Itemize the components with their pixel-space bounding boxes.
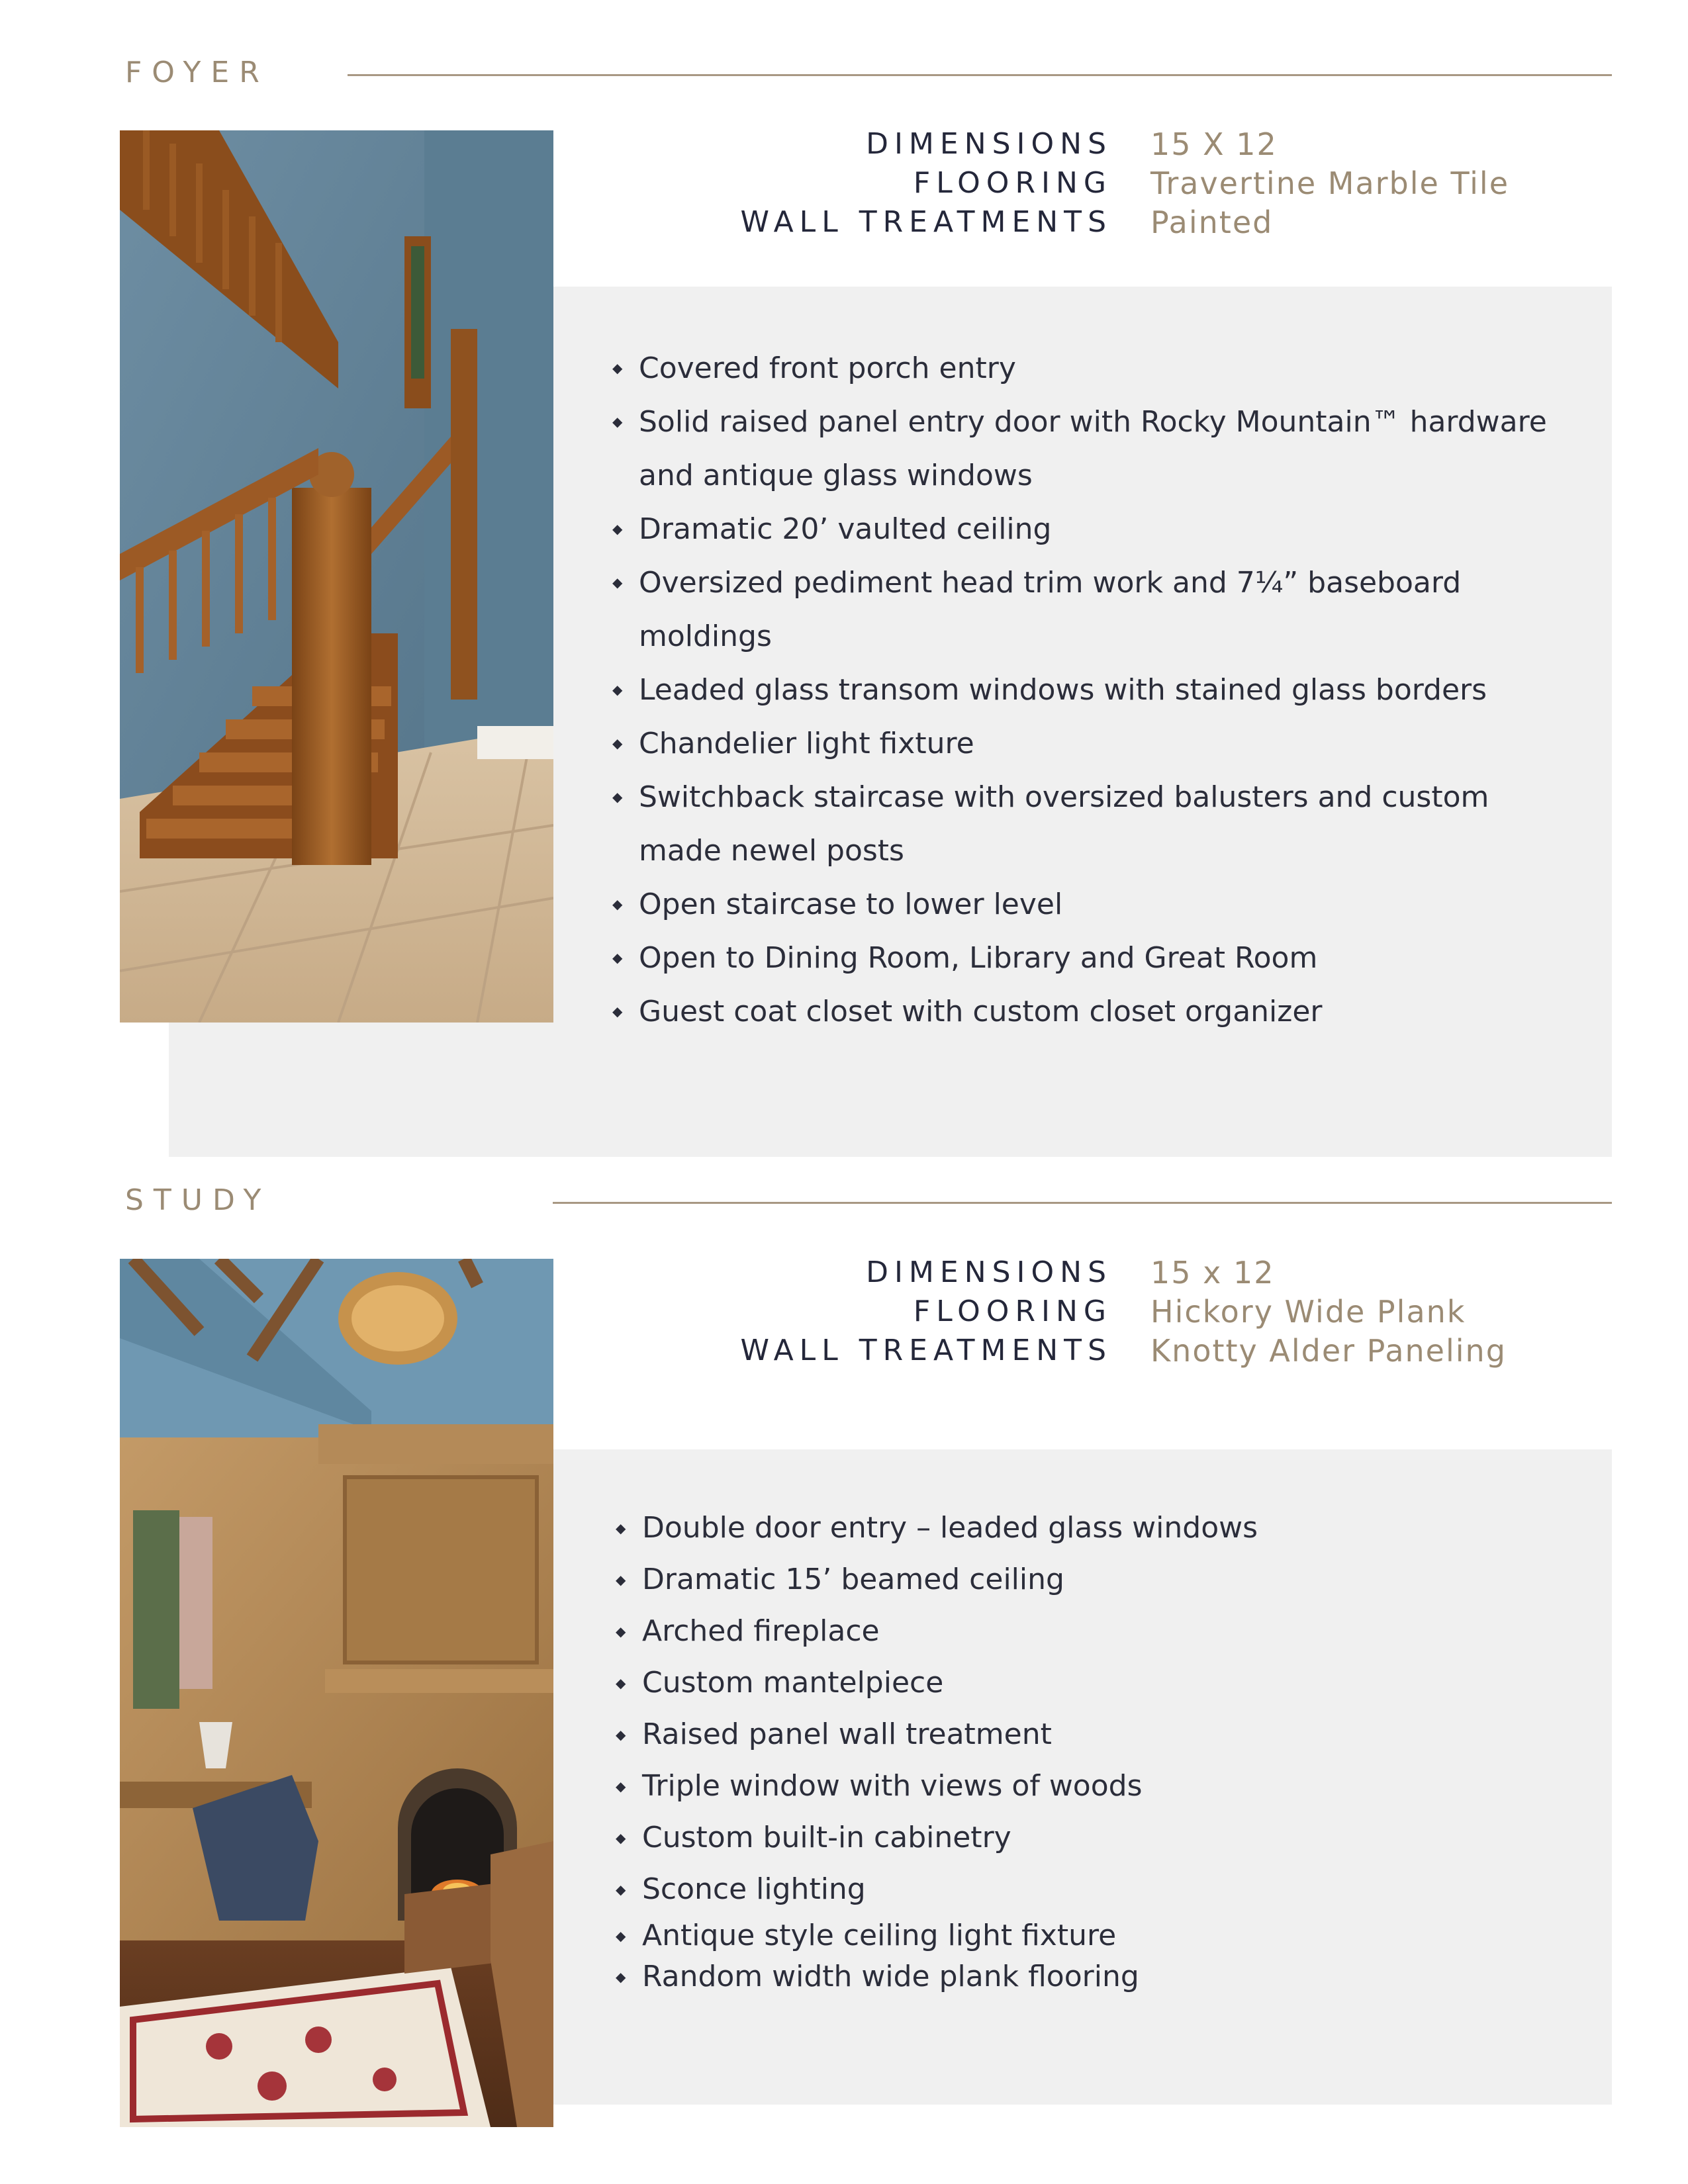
list-item: ◆ Random width wide plank flooring — [616, 1956, 1258, 1997]
list-item: ◆ Custom built-in cabinetry — [616, 1812, 1258, 1864]
foyer-heading: FOYER — [125, 56, 269, 89]
study-divider — [553, 1202, 1612, 1204]
study-heading: STUDY — [125, 1183, 271, 1217]
list-item: ◆ Double door entry – leaded glass windows — [616, 1502, 1258, 1554]
bullet-icon: ◆ — [612, 789, 623, 805]
bullet-icon: ◆ — [616, 1623, 626, 1639]
list-item: ◆ Custom mantelpiece — [616, 1657, 1258, 1709]
list-item: ◆ Covered front porch entry — [612, 341, 1566, 395]
spec-value: Hickory Wide Plank — [1150, 1293, 1466, 1330]
study-room-photo — [120, 1259, 553, 2127]
study-spec-dimensions — [662, 1253, 1589, 1292]
study-specs — [662, 1253, 1589, 1370]
bullet-icon: ◆ — [612, 574, 623, 590]
bullet-icon: ◆ — [612, 896, 623, 912]
bullet-icon: ◆ — [616, 1675, 626, 1691]
spec-label: DIMENSIONS — [866, 1255, 1112, 1289]
spec-label: WALL TREATMENTS — [740, 1334, 1112, 1367]
bullet-icon: ◆ — [616, 1928, 626, 1944]
foyer-divider — [348, 74, 1612, 76]
list-item: ◆ Oversized pediment head trim work and 7¼” baseboard moldings — [612, 556, 1566, 663]
list-item: ◆ Raised panel wall treatment — [616, 1709, 1258, 1760]
bullet-icon: ◆ — [616, 1727, 626, 1743]
foyer-spec-flooring — [662, 163, 1589, 203]
bullet-icon: ◆ — [616, 1572, 626, 1588]
study-feature-list — [616, 1502, 1258, 1997]
bullet-icon: ◆ — [616, 1969, 626, 1985]
foyer-spec-wall-treatments — [662, 203, 1589, 242]
list-item: ◆ Arched fireplace — [616, 1606, 1258, 1657]
list-item: ◆ Leaded glass transom windows with stained glass borders — [612, 663, 1566, 717]
list-item: ◆ Open staircase to lower level — [612, 878, 1566, 931]
spec-value: 15 x 12 — [1150, 1254, 1275, 1291]
bullet-icon: ◆ — [612, 521, 623, 537]
bullet-icon: ◆ — [612, 682, 623, 698]
foyer-spec-dimensions — [662, 124, 1589, 163]
list-item: ◆ Dramatic 20’ vaulted ceiling — [612, 502, 1566, 556]
list-item: ◆ Switchback staircase with oversized balusters and custom made newel posts — [612, 770, 1566, 878]
bullet-icon: ◆ — [612, 414, 623, 430]
list-item: ◆ Open to Dining Room, Library and Great Room — [612, 931, 1566, 985]
spec-label: WALL TREATMENTS — [740, 205, 1112, 239]
study-spec-flooring — [662, 1292, 1589, 1331]
bullet-icon: ◆ — [616, 1778, 626, 1794]
bullet-icon: ◆ — [612, 1003, 623, 1019]
list-item: ◆ Sconce lighting — [616, 1864, 1258, 1915]
spec-value: Travertine Marble Tile — [1150, 165, 1510, 201]
bullet-icon: ◆ — [612, 950, 623, 966]
foyer-staircase-photo — [120, 130, 553, 1023]
spec-value: Knotty Alder Paneling — [1150, 1332, 1507, 1369]
list-item: ◆ Antique style ceiling light fixture — [616, 1915, 1258, 1956]
bullet-icon: ◆ — [612, 735, 623, 751]
list-item: ◆ Solid raised panel entry door with Rocky Mountain™ hardware and antique glass windows — [612, 395, 1566, 502]
list-item: ◆ Triple window with views of woods — [616, 1760, 1258, 1812]
spec-value: 15 X 12 — [1150, 126, 1278, 162]
foyer-specs — [662, 124, 1589, 242]
bullet-icon: ◆ — [616, 1882, 626, 1897]
bullet-icon: ◆ — [616, 1830, 626, 1846]
spec-value: Painted — [1150, 204, 1274, 240]
study-spec-wall-treatments — [662, 1331, 1589, 1370]
foyer-feature-list — [612, 341, 1566, 1038]
spec-label: DIMENSIONS — [866, 127, 1112, 161]
bullet-icon: ◆ — [616, 1520, 626, 1536]
list-item: ◆ Guest coat closet with custom closet organizer — [612, 985, 1566, 1038]
bullet-icon: ◆ — [612, 360, 623, 376]
spec-label: FLOORING — [913, 166, 1112, 200]
spec-label: FLOORING — [913, 1295, 1112, 1328]
list-item: ◆ Dramatic 15’ beamed ceiling — [616, 1554, 1258, 1606]
list-item: ◆ Chandelier light fixture — [612, 717, 1566, 770]
